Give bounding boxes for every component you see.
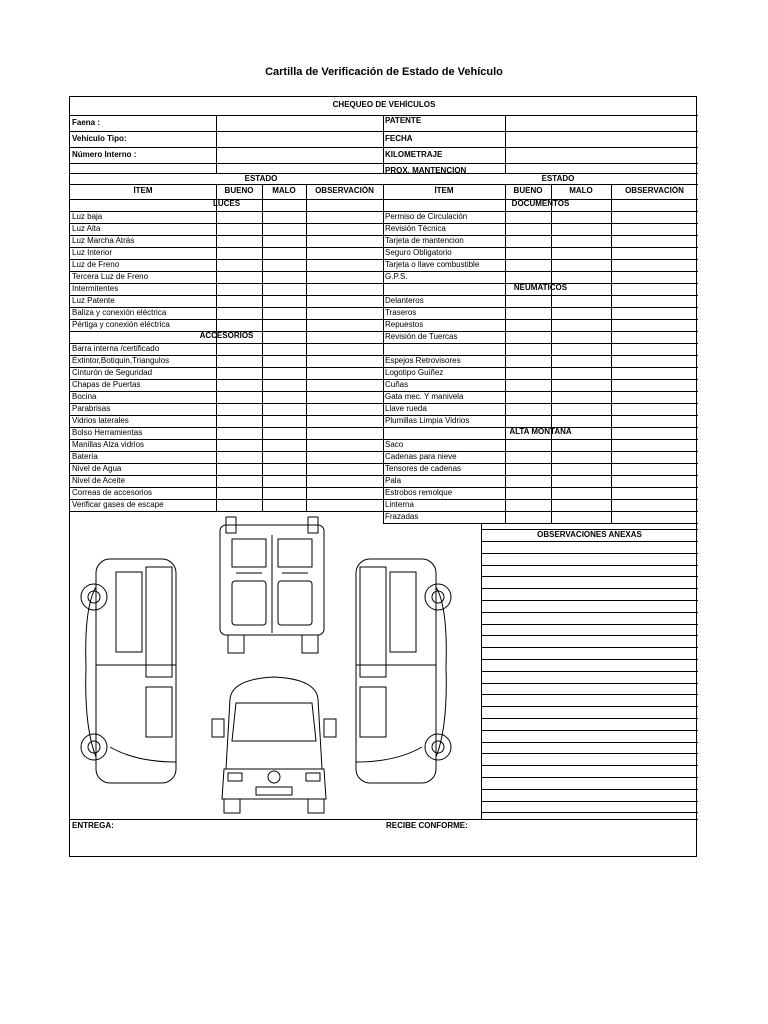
checklist-cell-bueno[interactable] [506,296,550,306]
checklist-cell-malo[interactable] [552,344,610,354]
grid-line [505,184,506,523]
checklist-item-label: Saco [385,440,404,449]
checklist-cell-malo[interactable] [552,212,610,222]
checklist-cell-malo[interactable] [263,296,305,306]
checklist-cell-malo[interactable] [552,500,610,510]
grid-line [306,184,307,511]
checklist-cell-bueno[interactable] [217,428,261,438]
checklist-cell-observacion[interactable] [307,344,382,354]
checklist-cell-bueno[interactable] [217,416,261,426]
grid-line [216,173,306,174]
header-field-label: FECHA [385,134,413,143]
grid-line [70,147,698,148]
checklist-cell-malo[interactable] [552,320,610,330]
checklist-item-label: Plumillas Limpia Vidrios [385,416,470,425]
checklist-item-label: Pértiga y conexión eléctrica [72,320,170,329]
checklist-item-label: Traseros [385,308,417,317]
checklist-cell-malo[interactable] [552,248,610,258]
checklist-cell-observacion[interactable] [307,224,382,234]
checklist-cell-observacion[interactable] [612,260,697,270]
checklist-cell-bueno[interactable] [217,284,261,294]
checklist-cell-observacion[interactable] [612,392,697,402]
checklist-cell-observacion[interactable] [307,320,382,330]
header-field-label: PROX. MANTENCION [385,166,467,175]
checklist-cell-malo[interactable] [263,356,305,366]
checklist-item-label: Tercera Luz de Freno [72,272,149,281]
checklist-cell-observacion[interactable] [307,212,382,222]
checklist-item-label: Cinturón de Seguridad [72,368,153,377]
checklist-item-label: Estrobos remolque [385,488,453,497]
column-header-observacion: OBSERVACIÓN [315,186,374,195]
checklist-cell-bueno[interactable] [217,380,261,390]
checklist-cell-malo[interactable] [552,296,610,306]
checklist-cell-bueno[interactable] [217,296,261,306]
checklist-cell-observacion[interactable] [612,272,697,282]
checklist-cell-observacion[interactable] [307,416,382,426]
grid-line [70,163,698,164]
checklist-cell-malo[interactable] [263,452,305,462]
checklist-cell-bueno[interactable] [506,308,550,318]
checklist-cell-bueno[interactable] [506,440,550,450]
observaciones-write-line[interactable] [483,542,696,551]
checklist-item-label: Luz Marcha Atrás [72,236,135,245]
checklist-cell-bueno[interactable] [506,380,550,390]
van-front-icon [208,669,340,817]
grid-line [70,131,698,132]
header-field-label: Faena : [72,118,101,127]
checklist-item-label: Cadenas para nieve [385,452,457,461]
checklist-cell-observacion[interactable] [307,428,382,438]
checklist-item-label: Barra interna /certificado [72,344,160,353]
checklist-cell-bueno[interactable] [506,224,550,234]
verification-form [69,96,697,857]
checklist-cell-malo[interactable] [552,452,610,462]
header-field-label: Vehículo Tipo: [72,134,127,143]
checklist-cell-malo[interactable] [552,416,610,426]
estado-header-right: ESTADO [541,174,575,183]
column-header-malo: MALO [569,186,593,195]
checklist-cell-bueno[interactable] [506,320,550,330]
checklist-item-label: Llave rueda [385,404,427,413]
checklist-item-label: Tarjeta o llave combustible [385,260,480,269]
checklist-item-label: Logotipo Guiñez [385,368,444,377]
recibe-signature-area[interactable] [480,821,690,851]
checklist-cell-malo[interactable] [263,308,305,318]
checklist-cell-bueno[interactable] [506,452,550,462]
van-side-left-icon [76,547,186,797]
checklist-cell-bueno[interactable] [506,404,550,414]
checklist-cell-observacion[interactable] [307,272,382,282]
entrega-signature-area[interactable] [130,821,370,851]
observaciones-write-line[interactable] [483,754,696,763]
checklist-cell-observacion[interactable] [307,500,382,510]
observaciones-write-line[interactable] [483,672,696,681]
observaciones-write-line[interactable] [483,684,696,693]
observaciones-write-line[interactable] [483,577,696,586]
center-divider [383,184,384,523]
observaciones-write-line[interactable] [483,589,696,598]
checklist-cell-malo[interactable] [552,440,610,450]
checklist-item-label: Parabrisas [72,404,111,413]
page-title: Cartilla de Verificación de Estado de Vehículo [265,66,503,78]
checklist-cell-bueno[interactable] [506,248,550,258]
section-title: NEUMATICOS [513,283,568,292]
checklist-cell-malo[interactable] [263,236,305,246]
observaciones-write-line[interactable] [483,790,696,799]
observaciones-write-line[interactable] [483,719,696,728]
observaciones-write-line[interactable] [483,731,696,740]
checklist-cell-observacion[interactable] [612,236,697,246]
checklist-cell-bueno[interactable] [217,212,261,222]
checklist-cell-malo[interactable] [263,380,305,390]
checklist-cell-observacion[interactable] [307,440,382,450]
checklist-cell-bueno[interactable] [506,416,550,426]
checklist-cell-bueno[interactable] [506,332,550,342]
checklist-cell-bueno[interactable] [506,236,550,246]
observaciones-write-line[interactable] [483,625,696,634]
checklist-cell-bueno[interactable] [217,272,261,282]
header-field-label: PATENTE [385,116,422,125]
checklist-cell-bueno[interactable] [506,476,550,486]
checklist-cell-observacion[interactable] [612,320,697,330]
checklist-cell-malo[interactable] [552,512,610,522]
column-header-item: ÍTEM [133,186,153,195]
checklist-cell-malo[interactable] [263,212,305,222]
grid-line [551,184,552,523]
checklist-cell-malo[interactable] [263,284,305,294]
checklist-cell-bueno[interactable] [217,308,261,318]
checklist-cell-observacion[interactable] [612,488,697,498]
checklist-cell-malo[interactable] [263,488,305,498]
checklist-cell-malo[interactable] [263,260,305,270]
checklist-item-label: Luz Interior [72,248,113,257]
section-title: ACCESORIOS [199,331,254,340]
checklist-cell-malo[interactable] [263,272,305,282]
checklist-item-label: Manillas Alza vidrios [72,440,145,449]
column-header-malo: MALO [272,186,296,195]
checklist-cell-malo[interactable] [552,272,610,282]
checklist-item-label: Luz baja [72,212,103,221]
checklist-cell-observacion[interactable] [307,236,382,246]
checklist-cell-malo[interactable] [263,404,305,414]
row-divider [383,523,698,524]
checklist-item-label: Nivel de Agua [72,464,122,473]
checklist-cell-malo[interactable] [263,416,305,426]
checklist-cell-observacion[interactable] [612,440,697,450]
checklist-cell-bueno[interactable] [217,488,261,498]
checklist-cell-bueno[interactable] [506,368,550,378]
column-header-item: ÍTEM [434,186,454,195]
checklist-item-label: Nivel de Aceite [72,476,125,485]
checklist-cell-bueno[interactable] [217,464,261,474]
checklist-item-label: Vidrios laterales [72,416,129,425]
observaciones-write-line[interactable] [483,566,696,575]
checklist-cell-malo[interactable] [552,260,610,270]
grid-line [383,115,384,173]
van-side-right-icon [348,547,458,797]
checklist-cell-observacion[interactable] [307,452,382,462]
checklist-cell-bueno[interactable] [506,500,550,510]
checklist-cell-bueno[interactable] [217,368,261,378]
observaciones-write-line[interactable] [483,766,696,775]
checklist-item-label: Chapas de Puertas [72,380,141,389]
checklist-cell-malo[interactable] [552,332,610,342]
checklist-cell-malo[interactable] [552,380,610,390]
checklist-item-label: G.P.S. [385,272,408,281]
checklist-cell-malo[interactable] [552,476,610,486]
checklist-cell-malo[interactable] [263,224,305,234]
checklist-cell-malo[interactable] [263,428,305,438]
checklist-cell-bueno[interactable] [506,344,550,354]
checklist-cell-observacion[interactable] [612,380,697,390]
checklist-cell-malo[interactable] [552,488,610,498]
column-header-observacion: OBSERVACIÓN [625,186,684,195]
checklist-cell-observacion[interactable] [307,296,382,306]
column-header-bueno: BUENO [224,186,254,195]
checklist-cell-observacion[interactable] [307,464,382,474]
checklist-cell-observacion[interactable] [612,404,697,414]
checklist-cell-observacion[interactable] [307,476,382,486]
checklist-cell-observacion[interactable] [612,416,697,426]
observaciones-write-line[interactable] [483,554,696,563]
checklist-item-label: Luz Patente [72,296,115,305]
checklist-cell-bueno[interactable] [217,260,261,270]
checklist-cell-observacion[interactable] [307,248,382,258]
checklist-cell-observacion[interactable] [612,248,697,258]
checklist-cell-malo[interactable] [552,392,610,402]
checklist-item-label: Repuestos [385,320,424,329]
checklist-cell-malo[interactable] [263,500,305,510]
entrega-label: ENTREGA: [72,821,114,830]
header-field-label: Número Interno : [72,150,137,159]
checklist-item-label: Bocina [72,392,97,401]
grid-line [262,184,263,511]
checklist-item-label: Frazadas [385,512,419,521]
section-title: LUCES [212,199,241,208]
checklist-cell-bueno[interactable] [217,320,261,330]
grid-line [216,184,217,511]
row-divider [70,511,383,512]
checklist-item-label: Revisión Técnica [385,224,446,233]
header-divider [70,115,698,116]
checklist-cell-observacion[interactable] [307,308,382,318]
checklist-cell-bueno[interactable] [217,500,261,510]
checklist-item-label: Seguro Obligatorio [385,248,452,257]
recibe-label: RECIBE CONFORME: [386,821,468,830]
checklist-cell-bueno[interactable] [506,356,550,366]
checklist-cell-bueno[interactable] [506,392,550,402]
checklist-cell-malo[interactable] [263,248,305,258]
grid-line [70,184,698,185]
checklist-cell-malo[interactable] [552,404,610,414]
column-header-bueno: BUENO [513,186,543,195]
checklist-cell-observacion[interactable] [307,380,382,390]
checklist-cell-observacion[interactable] [612,512,697,522]
checklist-item-label: Gata mec. Y manivela [385,392,464,401]
checklist-cell-malo[interactable] [552,224,610,234]
checklist-item-label: Bolso Herramientas [72,428,143,437]
checklist-item-label: Linterna [385,500,414,509]
checklist-cell-bueno[interactable] [506,272,550,282]
checklist-cell-observacion[interactable] [307,392,382,402]
checklist-cell-bueno[interactable] [217,236,261,246]
checklist-cell-observacion[interactable] [612,344,697,354]
observaciones-write-line[interactable] [483,636,696,645]
checklist-cell-bueno[interactable] [506,260,550,270]
checklist-cell-bueno[interactable] [217,452,261,462]
checklist-cell-observacion[interactable] [612,476,697,486]
section-title: ALTA MONTAÑA [509,427,572,436]
checklist-cell-bueno[interactable] [506,488,550,498]
checklist-cell-malo[interactable] [552,368,610,378]
checklist-cell-malo[interactable] [263,464,305,474]
checklist-cell-malo[interactable] [552,356,610,366]
checklist-cell-observacion[interactable] [307,356,382,366]
checklist-cell-bueno[interactable] [506,212,550,222]
observaciones-write-line[interactable] [483,802,696,811]
checklist-cell-observacion[interactable] [612,368,697,378]
estado-header-left: ESTADO [244,174,278,183]
checklist-cell-bueno[interactable] [217,392,261,402]
checklist-cell-malo[interactable] [263,344,305,354]
observaciones-write-line[interactable] [483,660,696,669]
checklist-cell-malo[interactable] [263,440,305,450]
checklist-item-label: Tarjeta de mantencion [385,236,464,245]
checklist-cell-bueno[interactable] [506,512,550,522]
checklist-cell-malo[interactable] [263,392,305,402]
checklist-cell-observacion[interactable] [612,452,697,462]
checklist-cell-observacion[interactable] [612,308,697,318]
checklist-cell-observacion[interactable] [612,296,697,306]
checklist-cell-observacion[interactable] [307,488,382,498]
observaciones-write-line[interactable] [483,707,696,716]
checklist-item-label: Extintor,Botiquin,Triangulos [72,356,170,365]
checklist-cell-observacion[interactable] [612,356,697,366]
van-rear-icon [210,515,338,661]
checklist-cell-bueno[interactable] [217,476,261,486]
checklist-cell-bueno[interactable] [217,344,261,354]
observaciones-title: OBSERVACIONES ANEXAS [537,530,642,539]
footer-divider [70,819,698,820]
checklist-item-label: Revisión de Tuercas [385,332,458,341]
form-header-title: CHEQUEO DE VEHÍCULOS [332,100,436,109]
checklist-cell-malo[interactable] [552,308,610,318]
checklist-item-label: Verificar gases de escape [72,500,164,509]
checklist-cell-malo[interactable] [552,236,610,246]
checklist-item-label: Delanteros [385,296,424,305]
checklist-cell-observacion[interactable] [307,284,382,294]
checklist-item-label: Luz Alta [72,224,101,233]
section-title: DOCUMENTOS [511,199,570,208]
checklist-item-label: Luz de Freno [72,260,120,269]
checklist-cell-observacion[interactable] [307,404,382,414]
observaciones-write-line[interactable] [483,648,696,657]
checklist-cell-observacion[interactable] [612,212,697,222]
checklist-cell-bueno[interactable] [506,464,550,474]
checklist-item-label: Intermitentes [72,284,119,293]
grid-line [216,115,217,173]
observaciones-write-line[interactable] [483,695,696,704]
observaciones-write-line[interactable] [483,613,696,622]
checklist-cell-bueno[interactable] [217,224,261,234]
checklist-cell-malo[interactable] [263,368,305,378]
observaciones-write-line[interactable] [483,743,696,752]
checklist-item-label: Espejos Retrovisores [385,356,461,365]
checklist-item-label: Correas de accesorios [72,488,153,497]
checklist-cell-observacion[interactable] [612,500,697,510]
checklist-cell-malo[interactable] [263,476,305,486]
grid-line [611,184,612,523]
checklist-cell-malo[interactable] [263,320,305,330]
checklist-cell-malo[interactable] [552,464,610,474]
checklist-cell-bueno[interactable] [217,356,261,366]
checklist-cell-bueno[interactable] [217,248,261,258]
checklist-cell-observacion[interactable] [307,260,382,270]
checklist-cell-observacion[interactable] [612,464,697,474]
checklist-cell-bueno[interactable] [217,404,261,414]
checklist-cell-bueno[interactable] [217,440,261,450]
checklist-item-label: Pala [385,476,402,485]
checklist-cell-observacion[interactable] [307,368,382,378]
checklist-item-label: Cuñas [385,380,409,389]
checklist-item-label: Tensores de cadenas [385,464,462,473]
grid-line [505,173,611,174]
header-field-label: KILOMETRAJE [385,150,443,159]
checklist-item-label: Baliza y conexión eléctrica [72,308,167,317]
observaciones-write-line[interactable] [483,778,696,787]
checklist-item-label: Batería [72,452,98,461]
checklist-cell-observacion[interactable] [612,332,697,342]
checklist-cell-observacion[interactable] [612,224,697,234]
checklist-item-label: Permiso de Circulación [385,212,468,221]
grid-line [505,115,506,173]
observaciones-write-line[interactable] [483,601,696,610]
